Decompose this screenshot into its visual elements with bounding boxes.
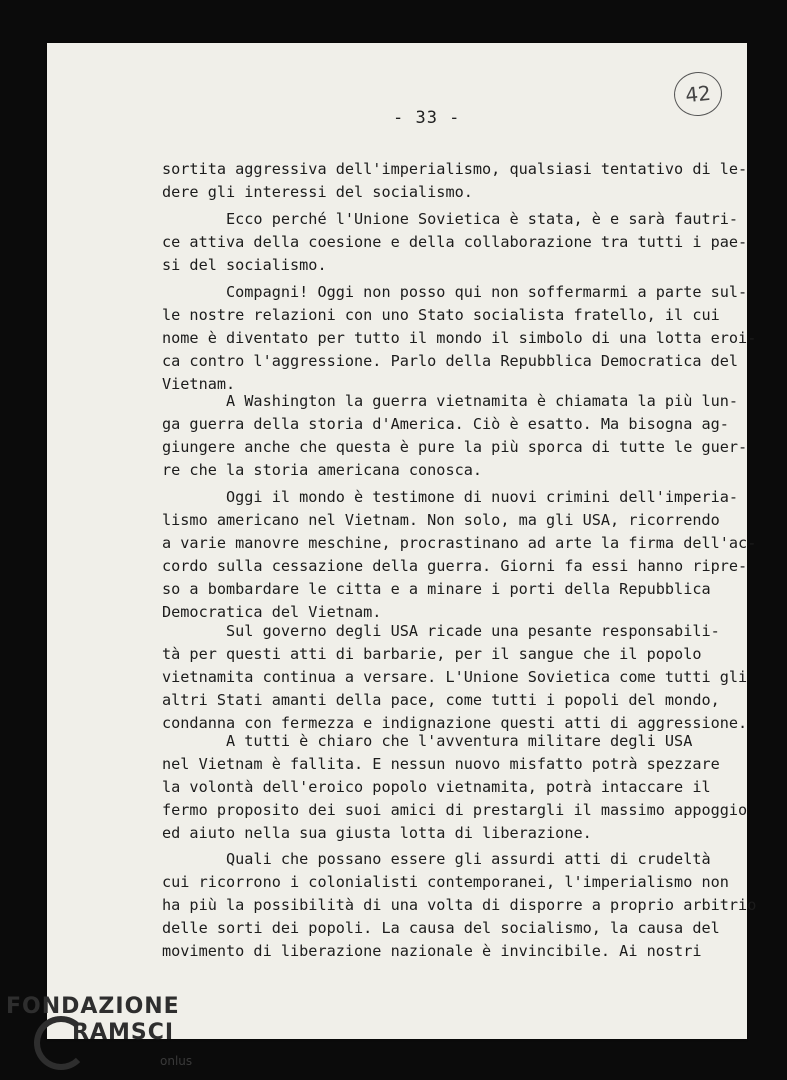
text-line: ha più la possibilità di una volta di disporre a proprio arbitrio [162, 896, 757, 914]
archive-page-stamp: 42 [672, 70, 724, 119]
page-number: - 33 - [393, 108, 461, 128]
text-line: ce attiva della coesione e della collaborazione tra tutti i pae- [162, 233, 748, 251]
text-line: Ecco perché l'Unione Sovietica è stata, è e sarà fautri- [162, 210, 739, 228]
text-line: cordo sulla cessazione della guerra. Giorni fa essi hanno ripre- [162, 557, 748, 575]
logo-line-1: FONDAZIONE [6, 994, 180, 1019]
text-line: A Washington la guerra vietnamita è chiamata la più lun- [162, 392, 739, 410]
text-line: fermo proposito dei suoi amici di prestargli il massimo appoggio [162, 801, 748, 819]
text-line: dere gli interessi del socialismo. [162, 183, 473, 201]
text-line: delle sorti dei popoli. La causa del socialismo, la causa del [162, 919, 720, 937]
text-line: ca contro l'aggressione. Parlo della Repubblica Democratica del [162, 352, 739, 370]
text-line: Quali che possano essere gli assurdi atti di crudeltà [162, 850, 711, 868]
fondazione-gramsci-logo [0, 990, 200, 1080]
text-line: nel Vietnam è fallita. E nessun nuovo misfatto potrà spezzare [162, 755, 720, 773]
text-line: nome è diventato per tutto il mondo il simbolo di una lotta eroi- [162, 329, 757, 347]
logo-line-2: RAMSCI [72, 1020, 175, 1045]
text-line: A tutti è chiaro che l'avventura militare degli USA [162, 732, 693, 750]
text-line: Democratica del Vietnam. [162, 603, 382, 621]
logo-subtitle: onlus [160, 1054, 193, 1068]
text-line: Vietnam. [162, 375, 236, 393]
text-line: Sul governo degli USA ricade una pesante responsabili- [162, 622, 720, 640]
text-line: a varie manovre meschine, procrastinano ad arte la firma dell'ac- [162, 534, 757, 552]
text-line: Oggi il mondo è testimone di nuovi crimini dell'imperia- [162, 488, 739, 506]
text-line: le nostre relazioni con uno Stato socialista fratello, il cui [162, 306, 720, 324]
text-line: si del socialismo. [162, 256, 327, 274]
text-line: tà per questi atti di barbarie, per il sangue che il popolo [162, 645, 702, 663]
text-line: movimento di liberazione nazionale è invincibile. Ai nostri [162, 942, 702, 960]
text-line: cui ricorrono i colonialisti contemporanei, l'imperialismo non [162, 873, 729, 891]
text-line: condanna con fermezza e indignazione questi atti di aggressione. [162, 714, 748, 732]
text-line: sortita aggressiva dell'imperialismo, qualsiasi tentativo di le- [162, 160, 748, 178]
text-line: la volontà dell'eroico popolo vietnamita, potrà intaccare il [162, 778, 711, 796]
text-line: giungere anche che questa è pure la più sporca di tutte le guer- [162, 438, 748, 456]
text-line: ed aiuto nella sua giusta lotta di liberazione. [162, 824, 592, 842]
text-line: Compagni! Oggi non posso qui non soffermarmi a parte sul- [162, 283, 748, 301]
text-line: vietnamita continua a versare. L'Unione Sovietica come tutti gli [162, 668, 748, 686]
text-line: altri Stati amanti della pace, come tutti i popoli del mondo, [162, 691, 720, 709]
text-line: so a bombardare le citta e a minare i porti della Repubblica [162, 580, 711, 598]
text-line: lismo americano nel Vietnam. Non solo, ma gli USA, ricorrendo [162, 511, 720, 529]
text-line: re che la storia americana conosca. [162, 461, 483, 479]
text-line: ga guerra della storia d'America. Ciò è esatto. Ma bisogna ag- [162, 415, 729, 433]
